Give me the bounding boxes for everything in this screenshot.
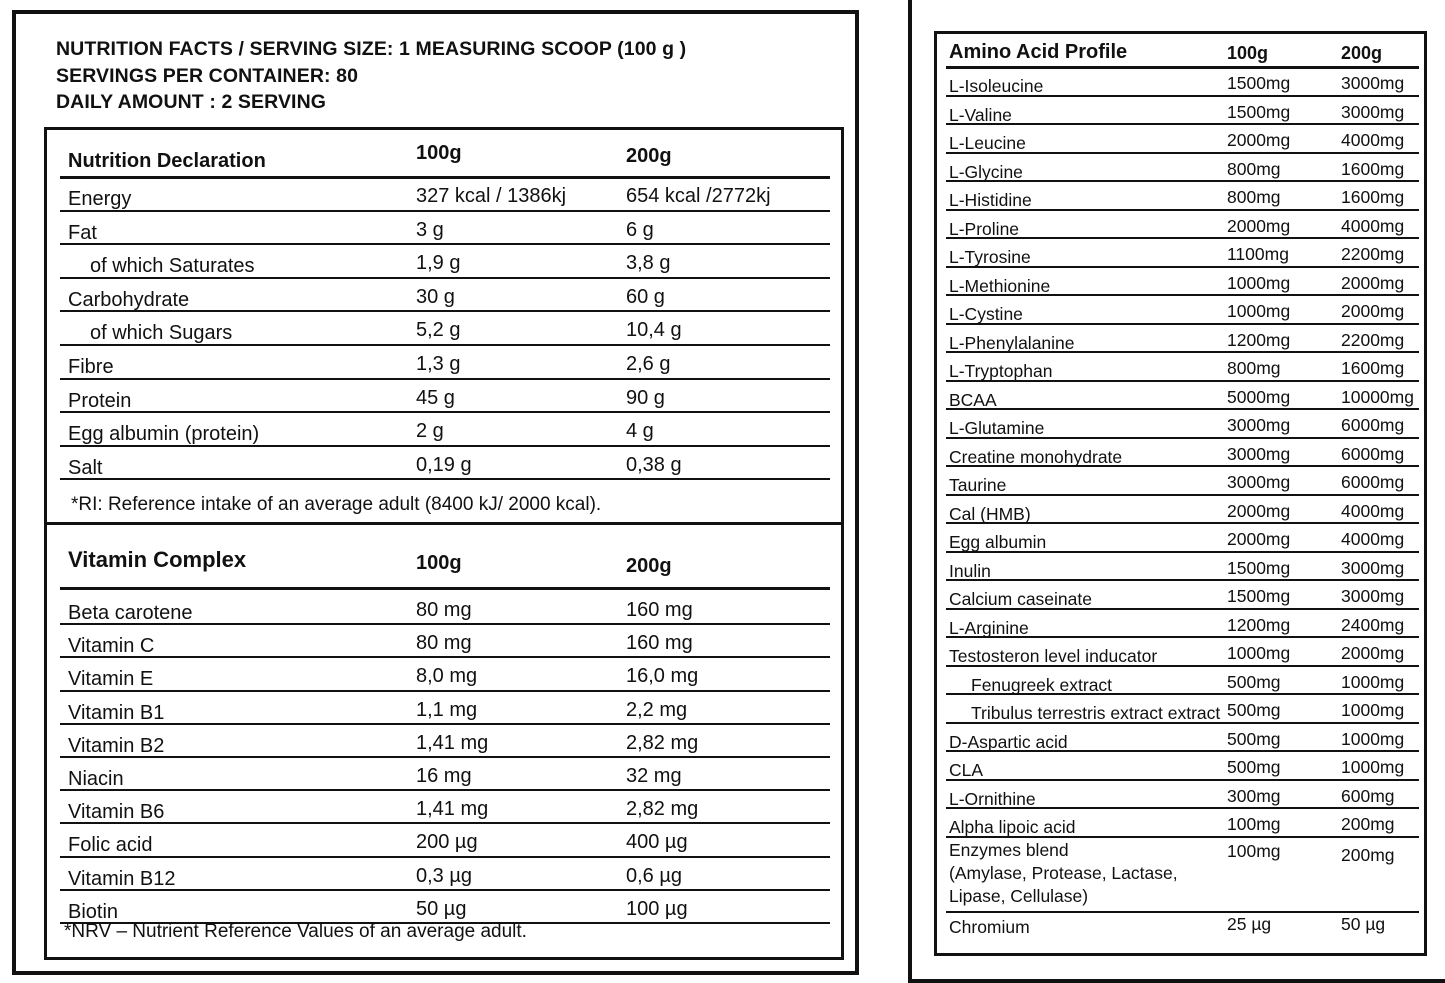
amino-row: [946, 211, 1419, 240]
amino-200g-cell: 1600mg: [1341, 187, 1405, 207]
amino-100g-cell: 2000mg: [1227, 215, 1291, 236]
amino-row: [946, 581, 1419, 610]
amino-200g-cell: 3000mg: [1341, 557, 1405, 578]
amino-100g-cell: 1000mg: [1227, 301, 1291, 321]
chromium-200g: 50 µg: [1341, 914, 1386, 934]
amino-200g-cell: 4000mg: [1341, 529, 1405, 549]
amino-name-cell: D-Aspartic acid: [949, 731, 1068, 752]
amino-row: [946, 68, 1419, 97]
amino-name-cell: L-Valine: [949, 104, 1012, 125]
vitamin-row: [60, 858, 830, 891]
amino-200g-cell: 2200mg: [1341, 329, 1405, 350]
vitamin-row: [60, 758, 830, 791]
amino-name-cell: L-Tyrosine: [949, 247, 1031, 267]
amino-name-cell: L-Ornithine: [949, 788, 1036, 809]
amino-200g-cell: 1000mg: [1341, 728, 1405, 749]
amino-header-label: Amino Acid Profile: [949, 41, 1128, 63]
amino-name-cell: CLA: [949, 760, 984, 780]
amino-row: [946, 467, 1419, 496]
daily-amount-line: DAILY AMOUNT : 2 SERVING: [56, 91, 327, 113]
amino-row: [946, 752, 1419, 781]
amino-100g-cell: 3000mg: [1227, 443, 1291, 464]
vitamin-100g-cell: 80 mg: [416, 632, 472, 655]
amino-row: [946, 553, 1419, 582]
amino-header-100g: 100g: [1227, 43, 1269, 63]
amino-200g-cell: 6000mg: [1341, 472, 1405, 492]
vitamin-200g-cell: 160 mg: [626, 632, 693, 655]
nutrition-header-100g: 100g: [416, 142, 462, 164]
enzymes-200g: 200mg: [1341, 845, 1395, 865]
amino-row: [946, 239, 1419, 268]
amino-200g-cell: 1600mg: [1341, 158, 1405, 179]
amino-name-cell: L-Methionine: [949, 275, 1051, 296]
vitamin-100g-cell: 1,1 mg: [416, 698, 478, 721]
amino-100g-cell: 1100mg: [1227, 244, 1289, 264]
amino-row: [946, 809, 1419, 838]
amino-row: [946, 268, 1419, 297]
nutrition-name-cell: Carbohydrate: [68, 288, 190, 311]
vitamin-100g-cell: 0,3 µg: [416, 864, 473, 887]
vitamin-name-cell: Vitamin B6: [68, 801, 165, 824]
enzymes-line-3: Lipase, Cellulase): [949, 886, 1089, 906]
vitamin-200g-cell: 16,0 mg: [626, 665, 699, 688]
amino-100g-cell: 1000mg: [1227, 643, 1291, 663]
amino-row: [946, 410, 1419, 439]
amino-200g-cell: 2000mg: [1341, 643, 1405, 663]
amino-200g-cell: 3000mg: [1341, 101, 1405, 122]
amino-header-200g: 200g: [1341, 43, 1383, 63]
amino-name-cell: L-Proline: [949, 218, 1020, 239]
amino-name-cell: L-Tryptophan: [949, 361, 1053, 381]
nutrition-100g-cell: 1,3 g: [416, 353, 461, 375]
amino-row: [946, 496, 1419, 525]
amino-100g-cell: 800mg: [1227, 358, 1281, 378]
nutrition-declaration-table: [44, 127, 844, 525]
nutrition-name-cell: of which Saturates: [90, 255, 255, 278]
vitamin-row: [60, 692, 830, 725]
amino-200g-cell: 1600mg: [1341, 358, 1405, 378]
nutrition-100g-cell: 0,19 g: [416, 453, 472, 476]
amino-name-cell: Alpha lipoic acid: [949, 817, 1076, 837]
amino-acid-profile-table: [934, 31, 1427, 956]
vitamin-200g-cell: 100 µg: [626, 897, 688, 920]
nutrition-200g-cell: 60 g: [626, 285, 665, 308]
amino-100g-cell: 5000mg: [1227, 386, 1291, 407]
vitamin-complex-table: [44, 522, 844, 960]
amino-100g-cell: 300mg: [1227, 785, 1281, 806]
vitamin-200g-cell: 32 mg: [626, 765, 682, 787]
vitamin-200g-cell: 2,82 mg: [626, 798, 699, 821]
amino-row: [946, 125, 1419, 154]
amino-row: [946, 439, 1419, 468]
vitamin-200g-cell: 0,6 µg: [626, 864, 683, 887]
nutrition-name-cell: Fat: [68, 221, 97, 244]
vitamin-200g-cell: 2,2 mg: [626, 698, 688, 721]
vitamin-row: [60, 725, 830, 758]
amino-200g-cell: 4000mg: [1341, 500, 1405, 521]
nutrition-row: [60, 245, 830, 279]
amino-200g-cell: 4000mg: [1341, 215, 1405, 236]
nutrition-row: [60, 447, 830, 481]
amino-200g-cell: 1000mg: [1341, 757, 1405, 777]
nutrition-row: [60, 279, 830, 313]
nutrition-header-200g: 200g: [626, 145, 672, 167]
amino-100g-cell: 500mg: [1227, 700, 1281, 720]
amino-100g-cell: 100mg: [1227, 814, 1281, 834]
amino-100g-cell: 800mg: [1227, 187, 1281, 207]
nutrition-200g-cell: 2,6 g: [626, 353, 671, 375]
amino-row: [946, 382, 1419, 411]
nutrition-200g-cell: 0,38 g: [626, 453, 682, 476]
nutrition-200g-cell: 10,4 g: [626, 319, 682, 342]
vitamin-100g-cell: 16 mg: [416, 765, 472, 787]
nrv-footnote: *NRV – Nutrient Reference Values of an average adult.: [64, 921, 527, 942]
amino-200g-cell: 4000mg: [1341, 130, 1405, 150]
vitamin-row: [60, 891, 830, 924]
nutrition-name-cell: Energy: [68, 188, 132, 210]
enzymes-100g: 100mg: [1227, 841, 1281, 861]
amino-row: [946, 695, 1419, 724]
nutrition-row: [60, 380, 830, 414]
amino-100g-cell: 2000mg: [1227, 500, 1291, 521]
nutrition-100g-cell: 5,2 g: [416, 319, 461, 342]
amino-row: [946, 325, 1419, 354]
amino-100g-cell: 1000mg: [1227, 272, 1291, 293]
amino-row: [946, 524, 1419, 553]
amino-100g-cell: 800mg: [1227, 158, 1281, 179]
amino-100g-cell: 1200mg: [1227, 329, 1291, 350]
amino-row: [946, 296, 1419, 325]
amino-100g-cell: 1200mg: [1227, 614, 1291, 635]
enzymes-blend-row: [946, 839, 1419, 913]
serving-info: [56, 36, 686, 116]
amino-200g-cell: 3000mg: [1341, 73, 1405, 93]
vitamin-row: [60, 791, 830, 824]
nutrition-row: [60, 312, 830, 346]
amino-name-cell: L-Isoleucine: [949, 76, 1044, 96]
amino-name-cell: Tribulus terrestris extract extract: [971, 703, 1221, 723]
amino-name-cell: L-Phenylalanine: [949, 332, 1075, 353]
vitamin-name-cell: Vitamin B2: [68, 734, 165, 757]
nutrition-name-cell: Egg albumin (protein): [68, 423, 260, 446]
vitamin-header-200g: 200g: [626, 555, 672, 577]
amino-name-cell: Inulin: [949, 560, 991, 581]
nutrition-100g-cell: 2 g: [416, 420, 444, 443]
nutrition-table-header: [60, 144, 830, 179]
vitamin-200g-cell: 160 mg: [626, 599, 693, 621]
nutrition-100g-cell: 30 g: [416, 285, 455, 308]
vitamin-100g-cell: 50 µg: [416, 897, 467, 920]
vitamin-name-cell: Vitamin C: [68, 635, 155, 658]
nutrition-name-cell: Protein: [68, 389, 132, 412]
amino-100g-cell: 1500mg: [1227, 557, 1291, 578]
nutrition-header-label: Nutrition Declaration: [68, 150, 266, 172]
amino-row: [946, 154, 1419, 183]
vitamin-name-cell: Vitamin B12: [68, 867, 176, 890]
nutrition-100g-cell: 3 g: [416, 218, 444, 241]
nutrition-100g-cell: 45 g: [416, 386, 455, 409]
chromium-name: Chromium: [949, 917, 1030, 937]
amino-200g-cell: 1000mg: [1341, 700, 1405, 720]
amino-row: [946, 781, 1419, 810]
vitamin-row: [60, 592, 830, 625]
nutrition-row: [60, 413, 830, 447]
nutrition-row: [60, 178, 830, 212]
vitamin-name-cell: Folic acid: [68, 834, 153, 857]
nutrition-200g-cell: 90 g: [626, 386, 665, 409]
amino-name-cell: Calcium caseinate: [949, 589, 1092, 609]
amino-name-cell: L-Histidine: [949, 190, 1032, 210]
amino-row: [946, 182, 1419, 211]
vitamin-200g-cell: 400 µg: [626, 831, 688, 854]
amino-100g-cell: 1500mg: [1227, 101, 1291, 122]
enzymes-line-2: (Amylase, Protease, Lactase,: [949, 863, 1178, 883]
chromium-100g: 25 µg: [1227, 914, 1272, 934]
nutrition-100g-cell: 327 kcal / 1386kj: [416, 185, 567, 207]
vitamin-header-label: Vitamin Complex: [68, 547, 247, 572]
vitamin-200g-cell: 2,82 mg: [626, 731, 699, 754]
amino-name-cell: L-Glycine: [949, 161, 1023, 182]
amino-name-cell: Cal (HMB): [949, 503, 1031, 524]
amino-200g-cell: 200mg: [1341, 814, 1395, 834]
vitamin-name-cell: Beta carotene: [68, 602, 193, 624]
ri-footnote: *RI: Reference intake of an average adult (8400 kJ/ 2000 kcal).: [71, 494, 602, 515]
amino-200g-cell: 3000mg: [1341, 586, 1405, 606]
amino-200g-cell: 2000mg: [1341, 272, 1405, 293]
nutrition-200g-cell: 6 g: [626, 218, 654, 241]
nutrition-200g-cell: 4 g: [626, 420, 654, 443]
amino-100g-cell: 500mg: [1227, 671, 1281, 692]
amino-100g-cell: 3000mg: [1227, 472, 1291, 492]
nutrition-200g-cell: 3,8 g: [626, 252, 671, 275]
amino-table-header: [946, 37, 1419, 69]
serving-size-line: NUTRITION FACTS / SERVING SIZE: 1 MEASURING SCOOP (100 g ): [56, 38, 687, 60]
amino-name-cell: L-Cystine: [949, 304, 1023, 324]
nutrition-200g-cell: 654 kcal /2772kj: [626, 185, 771, 207]
vitamin-name-cell: Biotin: [68, 900, 119, 923]
nutrition-name-cell: Salt: [68, 456, 103, 479]
amino-name-cell: Creatine monohydrate: [949, 446, 1123, 467]
nutrition-facts-panel: [12, 10, 859, 975]
amino-name-cell: Egg albumin: [949, 532, 1047, 552]
amino-200g-cell: 2000mg: [1341, 301, 1405, 321]
vitamin-row: [60, 824, 830, 857]
amino-row: [946, 724, 1419, 753]
amino-200g-cell: 600mg: [1341, 785, 1395, 806]
nutrition-name-cell: of which Sugars: [90, 322, 233, 345]
vitamin-name-cell: Vitamin E: [68, 668, 154, 691]
amino-name-cell: L-Arginine: [949, 617, 1029, 638]
vitamin-row: [60, 658, 830, 691]
amino-100g-cell: 1500mg: [1227, 586, 1291, 606]
amino-100g-cell: 1500mg: [1227, 73, 1291, 93]
vitamin-name-cell: Vitamin B1: [68, 701, 165, 724]
amino-100g-cell: 500mg: [1227, 757, 1281, 777]
nutrition-100g-cell: 1,9 g: [416, 252, 461, 275]
amino-100g-cell: 3000mg: [1227, 415, 1291, 435]
amino-200g-cell: 1000mg: [1341, 671, 1405, 692]
enzymes-blend-name: [949, 839, 1178, 908]
vitamin-row: [60, 625, 830, 658]
vitamin-table-header: [60, 535, 830, 590]
amino-name-cell: L-Leucine: [949, 133, 1026, 153]
amino-200g-cell: 6000mg: [1341, 415, 1405, 435]
amino-200g-cell: 10000mg: [1341, 386, 1414, 407]
amino-acid-panel: [908, 0, 1445, 983]
enzymes-line-1: Enzymes blend: [949, 840, 1069, 860]
vitamin-100g-cell: 1,41 mg: [416, 731, 489, 754]
amino-row: [946, 97, 1419, 126]
amino-row: [946, 353, 1419, 382]
amino-row: [946, 667, 1419, 696]
nutrition-row: [60, 346, 830, 380]
amino-name-cell: Fenugreek extract: [971, 674, 1113, 695]
amino-200g-cell: 2200mg: [1341, 244, 1405, 264]
amino-200g-cell: 2400mg: [1341, 614, 1405, 635]
amino-100g-cell: 2000mg: [1227, 529, 1291, 549]
chromium-row: [946, 914, 1419, 940]
vitamin-name-cell: Niacin: [68, 768, 124, 790]
amino-row: [946, 638, 1419, 667]
nutrition-name-cell: Fibre: [68, 356, 114, 378]
amino-200g-cell: 6000mg: [1341, 443, 1405, 464]
servings-per-container-line: SERVINGS PER CONTAINER: 80: [56, 64, 359, 87]
vitamin-100g-cell: 200 µg: [416, 831, 478, 854]
vitamin-100g-cell: 80 mg: [416, 599, 472, 621]
amino-100g-cell: 2000mg: [1227, 130, 1291, 150]
vitamin-100g-cell: 8,0 mg: [416, 665, 478, 688]
amino-name-cell: L-Glutamine: [949, 418, 1045, 438]
amino-row: [946, 610, 1419, 639]
vitamin-100g-cell: 1,41 mg: [416, 798, 489, 821]
amino-name-cell: Testosteron level inducator: [949, 646, 1158, 666]
amino-100g-cell: 500mg: [1227, 728, 1281, 749]
vitamin-header-100g: 100g: [416, 552, 462, 574]
amino-name-cell: BCAA: [949, 389, 997, 410]
amino-name-cell: Taurine: [949, 475, 1007, 495]
nutrition-row: [60, 212, 830, 246]
